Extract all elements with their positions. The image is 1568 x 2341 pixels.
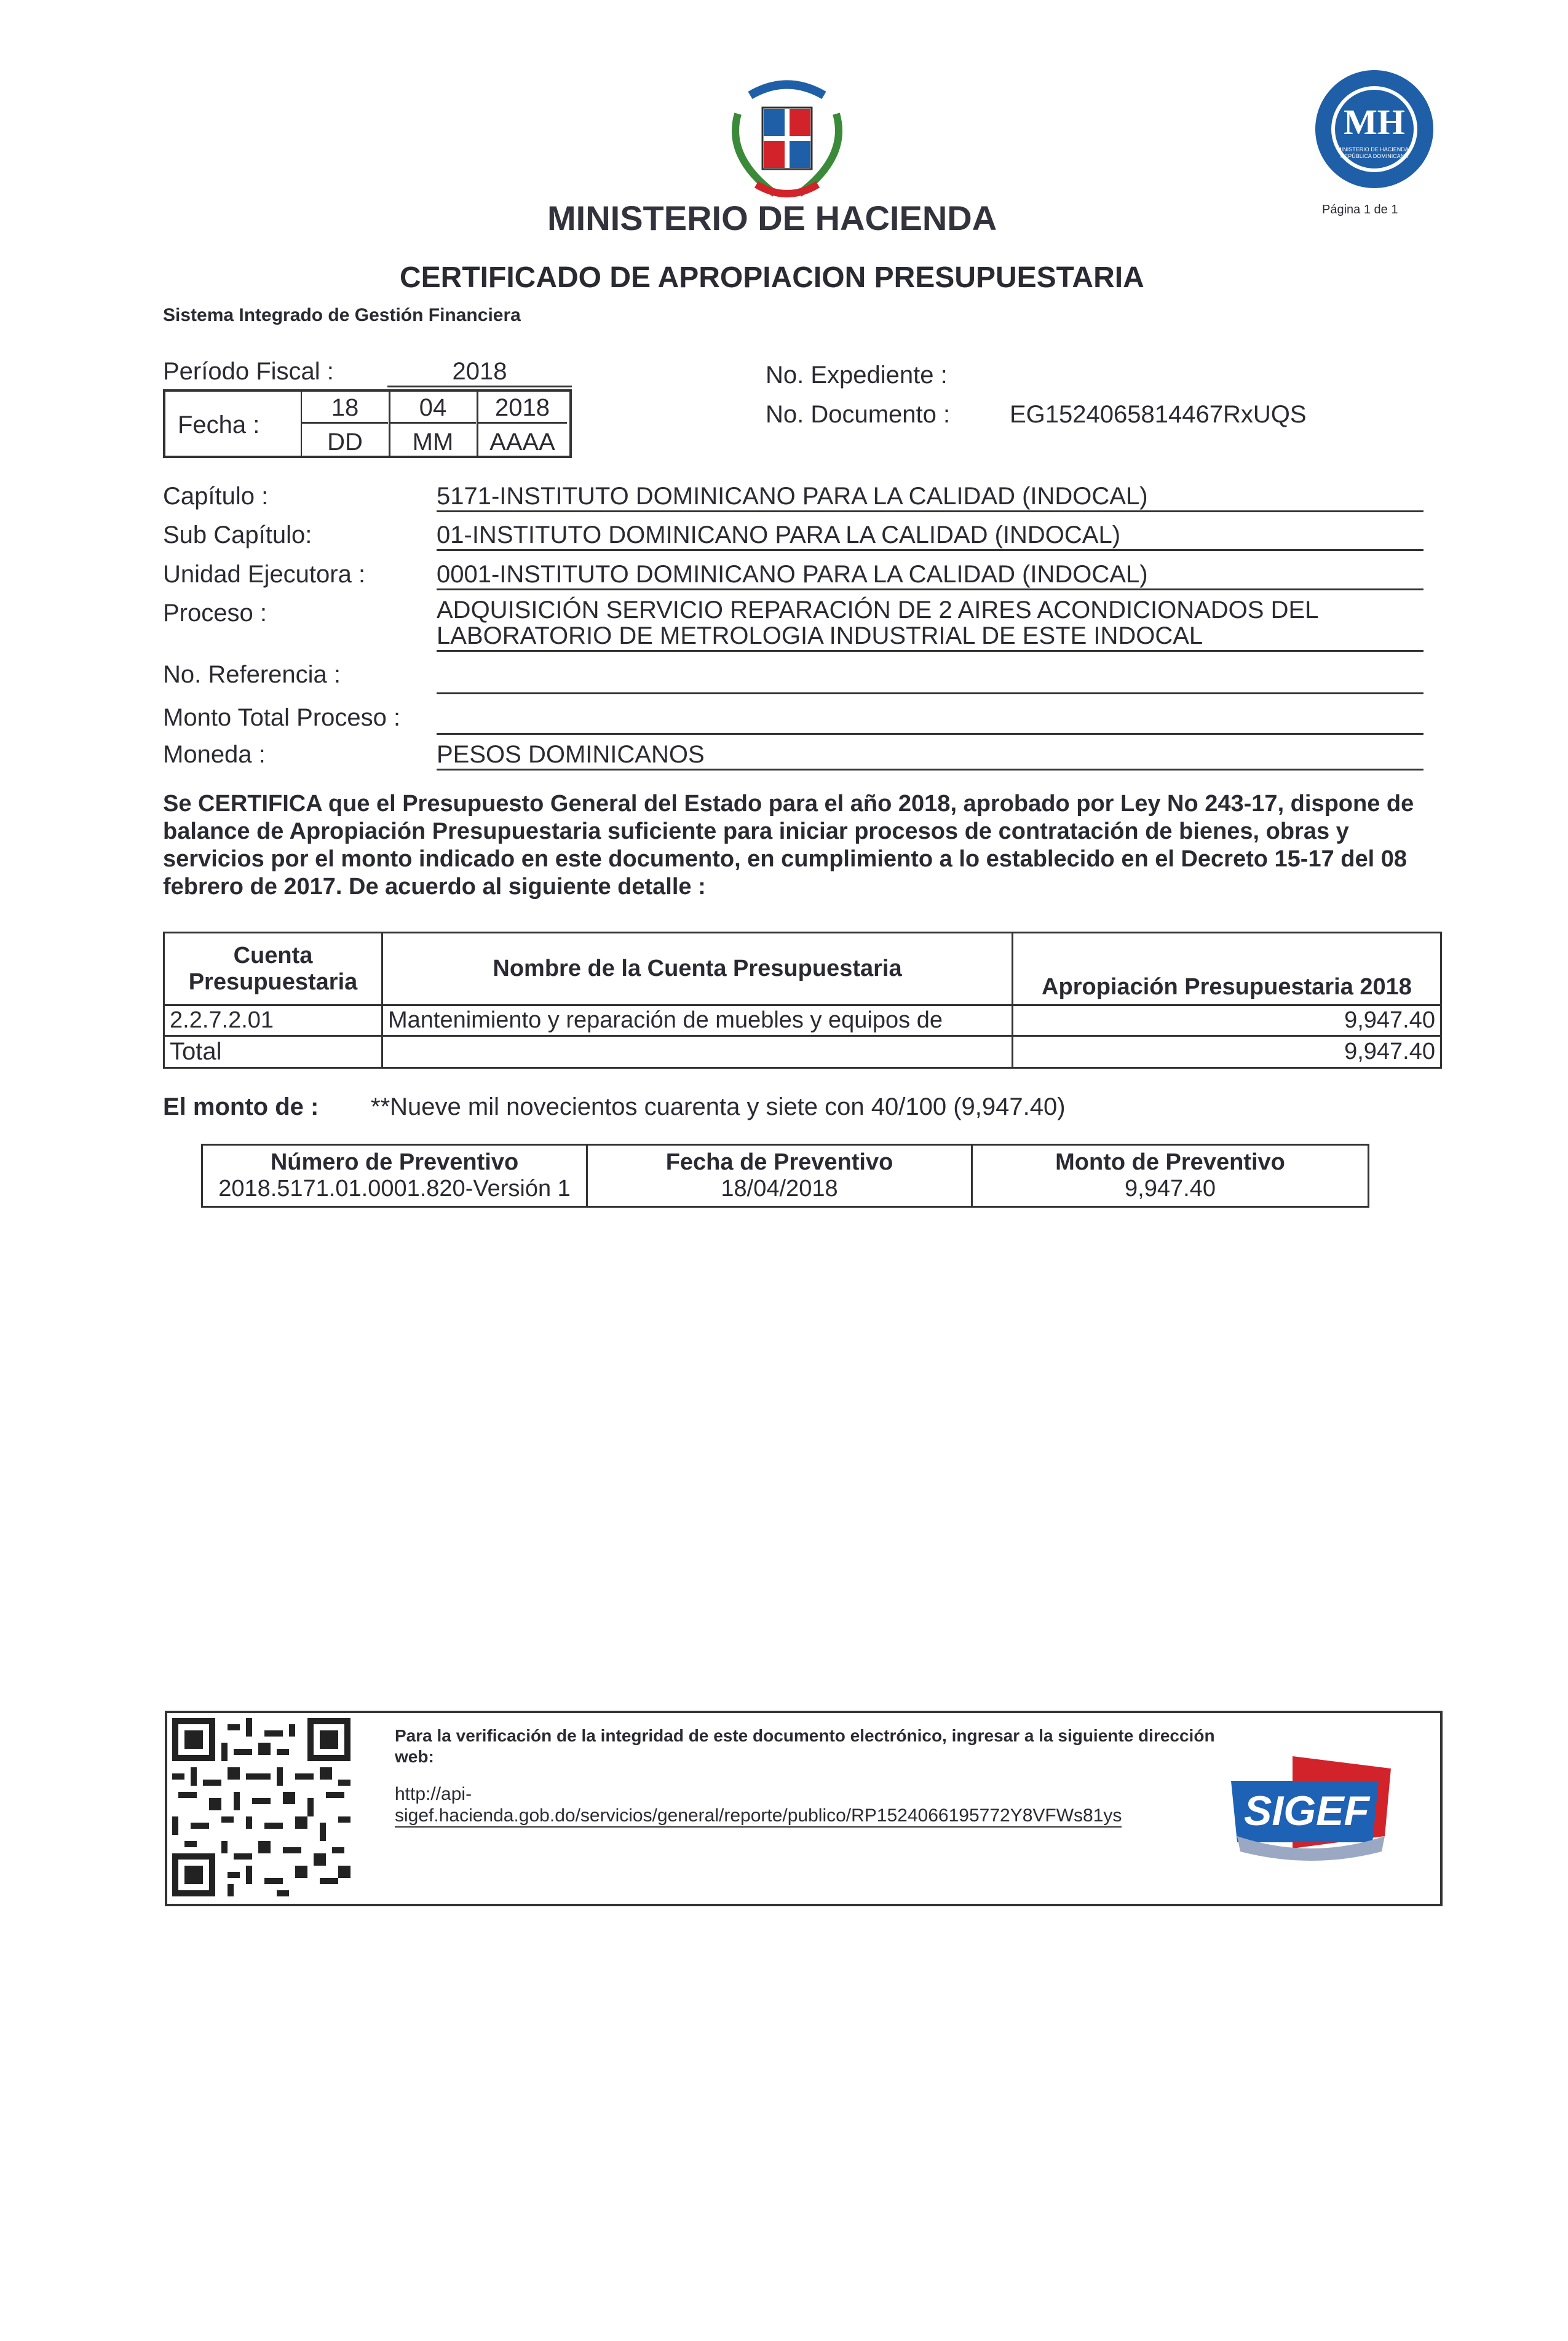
preventivo-table <box>201 1144 1369 1208</box>
row-monto: 9,947.40 <box>1013 1005 1441 1036</box>
fecha-month: 04 <box>390 394 476 424</box>
certifica-line-4: febrero de 2017. De acuerdo al siguiente detalle : <box>163 874 706 900</box>
monto-preventivo: 9,947.40 <box>972 1176 1369 1207</box>
budget-table <box>163 932 1442 1069</box>
system-name: Sistema Integrado de Gestión Financiera <box>163 305 521 325</box>
unidad-label: Unidad Ejecutora : <box>163 561 366 588</box>
col-monto-preventivo: Monto de Preventivo <box>972 1145 1369 1176</box>
proceso-label: Proceso : <box>163 600 267 627</box>
table-row <box>164 1005 1441 1036</box>
subcapitulo-label: Sub Capítulo: <box>163 521 312 549</box>
col-fecha-preventivo: Fecha de Preventivo <box>587 1145 972 1176</box>
verification-text: Para la verificación de la integridad de este documento electrónico, ingresar a la siguiente dirección web: <box>395 1726 1215 1766</box>
subcapitulo-value: 01-INSTITUTO DOMINICANO PARA LA CALIDAD (INDOCAL) <box>437 521 1423 551</box>
qr-code-icon <box>172 1718 350 1896</box>
col-numero-preventivo: Número de Preventivo <box>202 1145 587 1176</box>
numero-preventivo: 2018.5171.01.0001.820-Versión 1 <box>202 1176 587 1207</box>
page-number: Página 1 de 1 <box>1322 203 1398 216</box>
periodo-fiscal-value: 2018 <box>387 358 572 387</box>
certifica-paragraph <box>163 790 1442 901</box>
row-cuenta: 2.2.7.2.01 <box>164 1005 382 1036</box>
referencia-label: No. Referencia : <box>163 661 341 688</box>
sigef-logo-text: SIGEF <box>1243 1788 1370 1834</box>
unidad-value: 0001-INSTITUTO DOMINICANO PARA LA CALIDAD (INDOCAL) <box>437 561 1423 590</box>
certifica-line-2: balance de Apropiación Presupuestaria suficiente para iniciar procesos de contratación de bienes, obras y <box>163 818 1349 844</box>
moneda-label: Moneda : <box>163 741 266 768</box>
total-monto: 9,947.40 <box>1013 1036 1441 1068</box>
row-nombre: Mantenimiento y reparación de muebles y equipos de <box>382 1005 1013 1036</box>
capitulo-value: 5171-INSTITUTO DOMINICANO PARA LA CALIDAD (INDOCAL) <box>437 483 1423 512</box>
capitulo-label: Capítulo : <box>163 483 269 510</box>
col-nombre: Nombre de la Cuenta Presupuestaria <box>382 933 1013 1005</box>
expediente-label: No. Expediente : <box>766 362 948 389</box>
seal-ring-text: MINISTERIO DE HACIENDA · REPÚBLICA DOMINICANA <box>1337 146 1412 159</box>
verification-url-line1: http://api- <box>395 1784 472 1804</box>
fecha-box <box>163 389 572 458</box>
fecha-month-label: MM <box>412 429 454 456</box>
moneda-value: PESOS DOMINICANOS <box>437 741 1423 770</box>
monto-total-line <box>437 733 1423 735</box>
monto-label: El monto de : <box>163 1093 319 1120</box>
referencia-line <box>437 692 1423 694</box>
ministry-seal <box>1313 68 1436 191</box>
coat-of-arms-icon <box>713 71 861 209</box>
fecha-day-label: DD <box>327 429 363 456</box>
fecha-day: 18 <box>302 394 388 424</box>
fecha-year-label: AAAA <box>489 429 555 456</box>
fecha-year: 2018 <box>478 394 567 424</box>
table-row <box>202 1176 1369 1207</box>
verification-box <box>165 1711 1443 1906</box>
col-cuenta: Cuenta Presupuestaria <box>164 933 382 1005</box>
monto-total-label: Monto Total Proceso : <box>163 704 401 731</box>
table-total-row <box>164 1036 1441 1068</box>
col-apropiacion: Apropiación Presupuestaria 2018 <box>1013 933 1441 1005</box>
monto-value: **Nueve mil novecientos cuarenta y siete con 40/100 (9,947.40) <box>371 1093 1066 1120</box>
sigef-logo <box>1225 1744 1409 1867</box>
proceso-line2: LABORATORIO DE METROLOGIA INDUSTRIAL DE ESTE INDOCAL <box>437 622 1423 652</box>
documento-value: EG1524065814467RxUQS <box>1010 401 1307 428</box>
certifica-line-1: Se CERTIFICA que el Presupuesto General del Estado para el año 2018, aprobado por Ley No 243-17, dispone de <box>163 791 1414 817</box>
fecha-preventivo: 18/04/2018 <box>587 1176 972 1207</box>
certifica-line-3: servicios por el monto indicado en este documento, en cumplimiento a lo establecido en el Decreto 15-17 del 08 <box>163 846 1407 872</box>
periodo-fiscal-label: Período Fiscal : <box>163 358 334 385</box>
certificate-title: CERTIFICADO DE APROPIACION PRESUPUESTARIA <box>400 261 1144 294</box>
documento-label: No. Documento : <box>766 401 951 428</box>
proceso-line1: ADQUISICIÓN SERVICIO REPARACIÓN DE 2 AIRES ACONDICIONADOS DEL <box>437 596 1319 624</box>
seal-mh-text: MH <box>1344 102 1405 142</box>
total-label: Total <box>164 1036 382 1068</box>
verification-url-line2[interactable]: sigef.hacienda.gob.do/servicios/general/reporte/publico/RP1524066195772Y8VFWs81ys <box>395 1805 1122 1828</box>
fecha-label: Fecha : <box>178 411 260 438</box>
ministry-title: MINISTERIO DE HACIENDA <box>547 199 997 237</box>
